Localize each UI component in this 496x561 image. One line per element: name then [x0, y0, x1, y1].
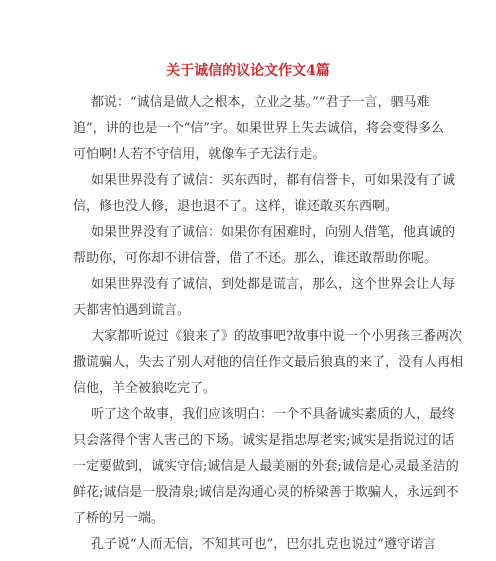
- paragraph-line: 天都害怕遇到谎言。: [73, 303, 191, 318]
- paragraph-line: 如果世界没有了诚信：如果你有困难时，向别人借笔，他真诚的: [91, 225, 456, 240]
- paragraph-line: 鲜花;诚信是一股清泉;诚信是沟通心灵的桥梁善于欺骗人，永远到不: [73, 485, 459, 500]
- paragraph-line: 只会落得个害人害己的下场。诚实是指忠厚老实;诚实是指说过的话: [73, 433, 455, 448]
- paragraph-line: 大家都听说过《狼来了》的故事吧?故事中说一个小男孩三番两次: [91, 329, 462, 344]
- paragraph-line: 撒谎骗人，失去了别人对他的信任作文最后狼真的来了，没有人再相: [73, 355, 464, 370]
- paragraph-line: 帮助你，可你却不讲信誉，借了不还。那么，谁还敢帮助你呢。: [73, 251, 438, 266]
- paragraph-line: 可怕啊!人若不守信用，就像车子无法行走。: [73, 147, 326, 162]
- paragraph-line: 追”，讲的也是一个“信”字。如果世界上失去诚信，将会变得多么: [73, 121, 444, 136]
- paragraph-line: 都说：“诚信是做人之根本，立业之基。”“君子一言，驷马难: [91, 95, 430, 110]
- paragraph-line: 如果世界没有了诚信：买东西时，都有信誉卡，可如果没有了诚: [91, 173, 456, 188]
- paragraph-line: 如果世界没有了诚信，到处都是谎言，那么，这个世界会让人每: [91, 277, 456, 292]
- paragraph-line: 信他，羊全被狼吃完了。: [73, 381, 217, 396]
- paragraph-line: 信，修也没人修，退也退不了。这样，谁还敢买东西啊。: [73, 199, 399, 214]
- paragraph-line: 一定要做到，诚实守信;诚信是人最美丽的外套;诚信是心灵最圣洁的: [73, 459, 459, 474]
- paragraph-line: 孔子说“人而无信，不知其可也”，巴尔扎克也说过“遵守诺言: [91, 537, 436, 552]
- paragraph-line: 听了这个故事，我们应该明白：一个不具备诚实素质的人，最终: [91, 407, 456, 422]
- paragraph-line: 了桥的另一端。: [73, 511, 165, 526]
- document-title: 关于诚信的议论文作文4篇: [166, 63, 330, 79]
